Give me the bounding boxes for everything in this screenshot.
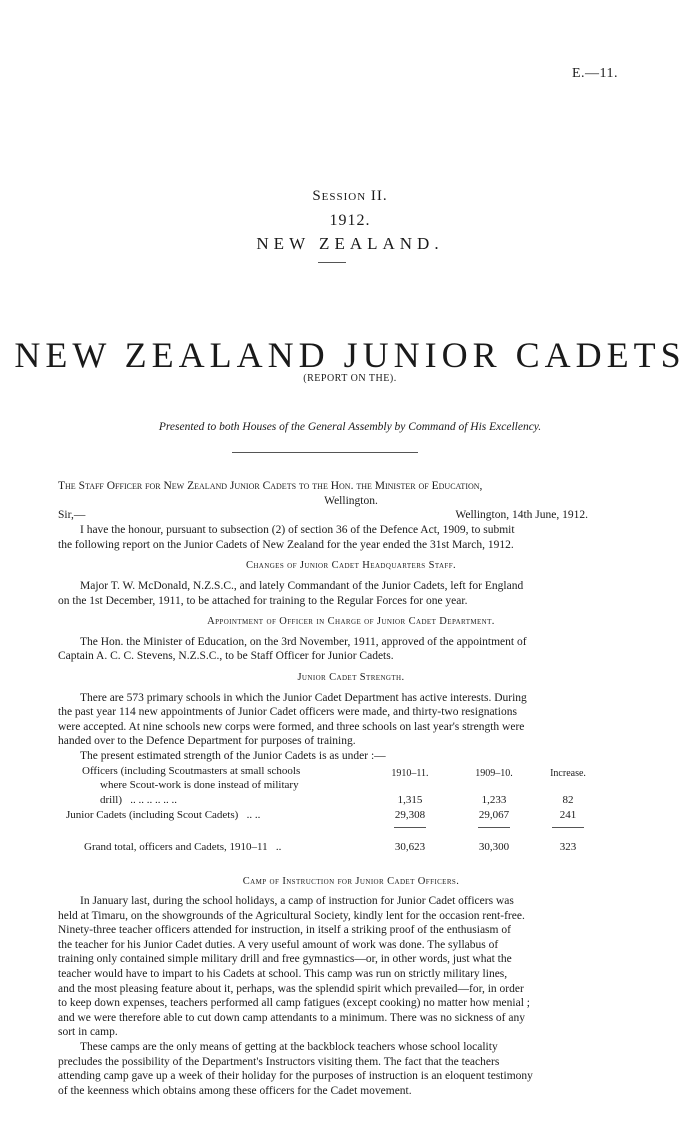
presented-line: Presented to both Houses of the General Assembly by Command of His Excellency. bbox=[158, 421, 542, 433]
header-rule bbox=[318, 262, 346, 263]
cell-officers-1909: 1,233 bbox=[481, 793, 507, 806]
section-heading-camp: Camp of Instruction for Junior Cadet Officers. bbox=[242, 875, 460, 887]
page-reference: E.—11. bbox=[571, 66, 618, 81]
salutation: Sir,— bbox=[58, 509, 86, 522]
addressee-city: Wellington. bbox=[324, 494, 378, 507]
appointment-paragraph: The Hon. the Minister of Education, on the 3rd November, 1911, approved of the appointment of Captain A. C. C. Stevens, N.Z.S.C., to be Staff Officer for Junior Cadets. bbox=[58, 635, 527, 663]
row2-label: Junior Cadets (including Scout Cadets) .. .. bbox=[66, 808, 261, 821]
cell-total-1910: 30,623 bbox=[394, 840, 426, 853]
strength-table bbox=[58, 764, 644, 868]
row1-label: Officers (including Scoutmasters at small schools where Scout-work is done instead of military drill) .. .. .. .. .. .. bbox=[82, 764, 301, 806]
session-label: Session II. bbox=[312, 188, 388, 204]
cell-total-increase: 323 bbox=[559, 840, 577, 853]
col-header-1909-10: 1909–10. bbox=[475, 767, 513, 779]
sum-rule-3 bbox=[552, 827, 584, 828]
report-body bbox=[58, 479, 644, 1098]
section-heading-appointment: Appointment of Officer in Charge of Junior Cadet Department. bbox=[207, 616, 495, 628]
staff-changes-paragraph: Major T. W. McDonald, N.Z.S.C., and lately Commandant of the Junior Cadets, left for England on the 1st December, 1911, to be attached for training to the Regular Forces for one year. bbox=[58, 579, 524, 607]
cell-officers-1910: 1,315 bbox=[397, 793, 423, 806]
salutation-row bbox=[58, 508, 644, 523]
sum-rule-2 bbox=[478, 827, 510, 828]
report-subtitle: (REPORT ON THE). bbox=[303, 373, 397, 384]
strength-intro: The present estimated strength of the Junior Cadets is as under :— bbox=[80, 749, 386, 762]
camp-paragraph-2: These camps are the only means of getting at the backblock teachers whose school locality precludes the possibility of the Department's Instructors visiting them. The fact that the teachers attending camp gave up a week of their holiday for the purposes of instruction is an eloquent testimony of the keenness which obtains among these officers for the Cadet movement. bbox=[58, 1041, 533, 1097]
year-label: 1912. bbox=[329, 212, 371, 229]
section-heading-staff-changes: Changes of Junior Cadet Headquarters Staff. bbox=[245, 560, 457, 572]
place-date: Wellington, 14th June, 1912. bbox=[455, 509, 588, 522]
cell-cadets-1909: 29,067 bbox=[478, 808, 510, 821]
cell-officers-increase: 82 bbox=[562, 793, 574, 806]
strength-paragraph: There are 573 primary schools in which the Junior Cadet Department has active interests. During the past year 114 new appointments of Junior Cadet officers were made, and thirty-two resignations were accepted. At nine schools new corps were formed, and three schools on last year's strength were handed over to the Defence Department for purposes of training. bbox=[58, 691, 527, 748]
col-header-1910-11: 1910–11. bbox=[391, 767, 429, 779]
cell-total-1909: 30,300 bbox=[478, 840, 510, 853]
cell-cadets-increase: 241 bbox=[559, 808, 577, 821]
presented-rule bbox=[232, 452, 418, 453]
intro-paragraph: I have the honour, pursuant to subsection (2) of section 36 of the Defence Act, 1909, to submit the following report on the Junior Cadets of New Zealand for the year ended the 31st March, 1912. bbox=[58, 524, 515, 551]
report-title: NEW ZEALAND JUNIOR CADETS bbox=[14, 335, 686, 375]
camp-paragraph: In January last, during the school holidays, a camp of instruction for Junior Cadet officers was held at Timaru, on the showgrounds of the Agricultural Society, kindly lent for the occasion rent-free. Ninety-three teacher officers attended for instruction, in itself a striking proof of the enthusiasm of the teacher for his Junior Cadet duties. A very useful amount of work was done. The syllabus of training only contained simple military drill and free gymnastics—or, in other words, just what the teacher would have to impart to his Cadets at school. This camp was run on strictly military lines, and the most pleasing feature about it, perhaps, was the splendid spirit which prevailed—for, in order to keep down expenses, teachers performed all camp fatigues (except cooking) no matter how menial ; and we were therefore able to cut down camp attendants to a minimum. There was no sickness of any sort in camp. bbox=[58, 895, 530, 1039]
sum-rule-1 bbox=[394, 827, 426, 828]
country-label: NEW ZEALAND. bbox=[256, 234, 444, 253]
cell-cadets-1910: 29,308 bbox=[394, 808, 426, 821]
col-header-increase: Increase. bbox=[550, 767, 586, 779]
total-label: Grand total, officers and Cadets, 1910–11 .. bbox=[84, 840, 282, 853]
addressee-line: The Staff Officer for New Zealand Junior Cadets to the Hon. the Minister of Education, bbox=[58, 480, 483, 492]
section-heading-strength: Junior Cadet Strength. bbox=[297, 671, 405, 683]
